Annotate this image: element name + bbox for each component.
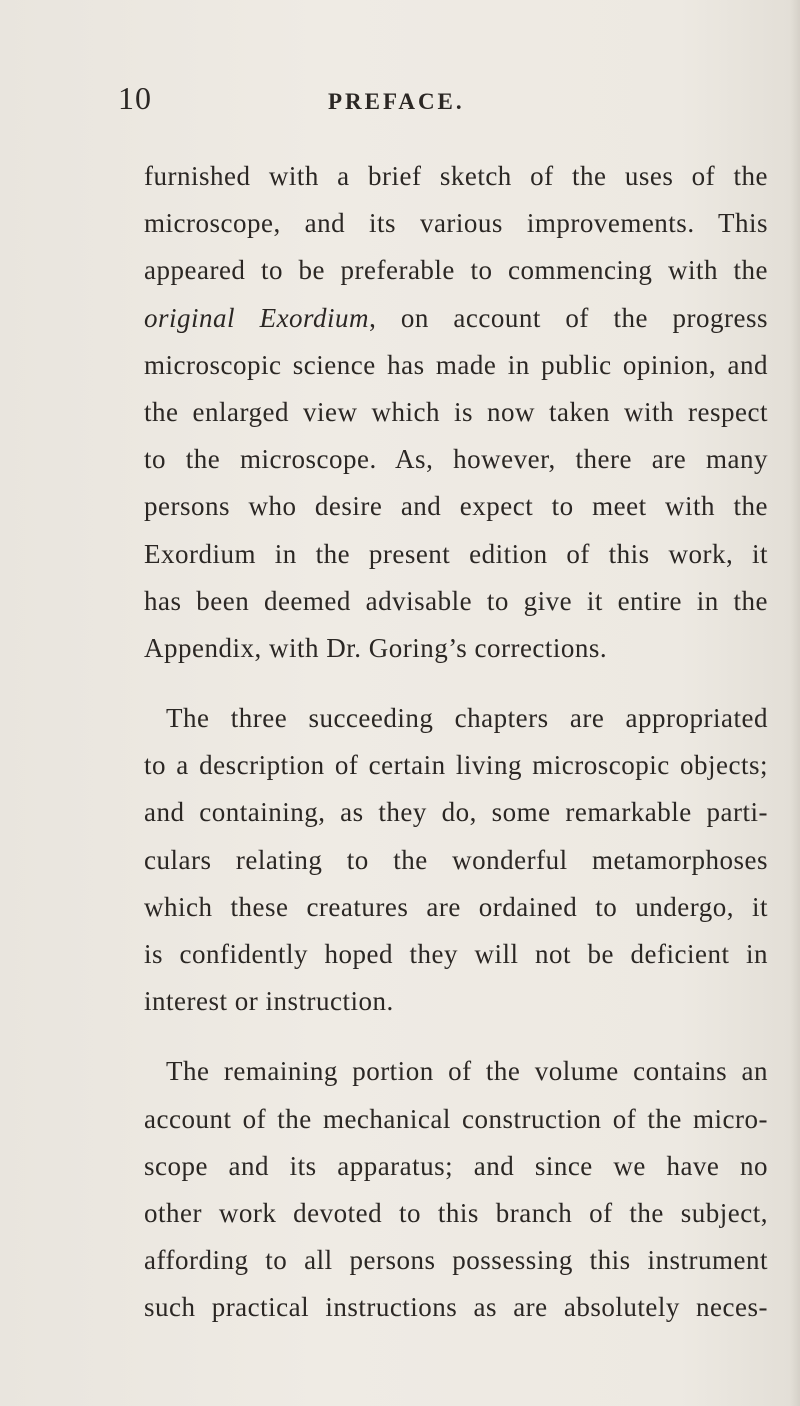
text-line: scope and its apparatus; and since we have no — [144, 1150, 768, 1181]
text-line: the enlarged view which is now taken with respect — [144, 396, 768, 427]
page-edge-shadow — [790, 0, 800, 1406]
page-header — [118, 78, 768, 128]
text-line: which these creatures are ordained to undergo, it — [144, 891, 768, 922]
paragraph-gap — [144, 672, 768, 695]
running-head: PREFACE. — [328, 89, 465, 114]
text-line: culars relating to the wonderful metamorphoses — [144, 844, 768, 875]
paragraph-gap — [144, 1025, 768, 1048]
text-line: persons who desire and expect to meet with the — [144, 491, 768, 522]
paragraph-2 — [144, 695, 768, 1025]
text-line: account of the mechanical construction of the micro- — [144, 1103, 768, 1134]
italic-word: original — [144, 302, 236, 333]
text-line: is confidently hoped they will not be deficient in — [144, 939, 768, 969]
text-line: microscope, and its various improvements. This — [144, 208, 768, 239]
text-fragment: , on account of the progress — [369, 302, 768, 333]
text-line: other work devoted to this branch of the subject, — [144, 1197, 768, 1228]
text-line-with-italics — [144, 295, 768, 342]
text-line: Exordium in the present edition of this work, it — [144, 538, 768, 569]
paragraph-1 — [144, 153, 768, 672]
paragraph-3 — [144, 1048, 768, 1331]
text-line: Appendix, with Dr. Goring’s corrections. — [144, 632, 608, 663]
text-line: furnished with a brief sketch of the uses of the — [144, 161, 768, 191]
body-text — [144, 153, 768, 1332]
italic-word: Exordium — [259, 302, 370, 333]
text-line: has been deemed advisable to give it entire in the — [144, 585, 768, 616]
text-line: interest or instruction. — [144, 986, 394, 1017]
text-line: affording to all persons possessing this instrument — [144, 1245, 768, 1276]
text-line: The remaining portion of the volume contains an — [166, 1056, 768, 1087]
text-line: such practical instructions as are absolutely neces- — [144, 1292, 768, 1323]
text-line: to a description of certain living microscopic objects; — [144, 750, 768, 781]
text-line: The three succeeding chapters are appropriated — [166, 703, 768, 734]
text-line: to the microscope. As, however, there are many — [144, 444, 768, 475]
page-number: 10 — [118, 80, 152, 116]
text-line: microscopic science has made in public opinion, and — [144, 349, 768, 380]
text-line: appeared to be preferable to commencing with the — [144, 255, 768, 286]
text-line: and containing, as they do, some remarkable parti- — [144, 797, 768, 828]
